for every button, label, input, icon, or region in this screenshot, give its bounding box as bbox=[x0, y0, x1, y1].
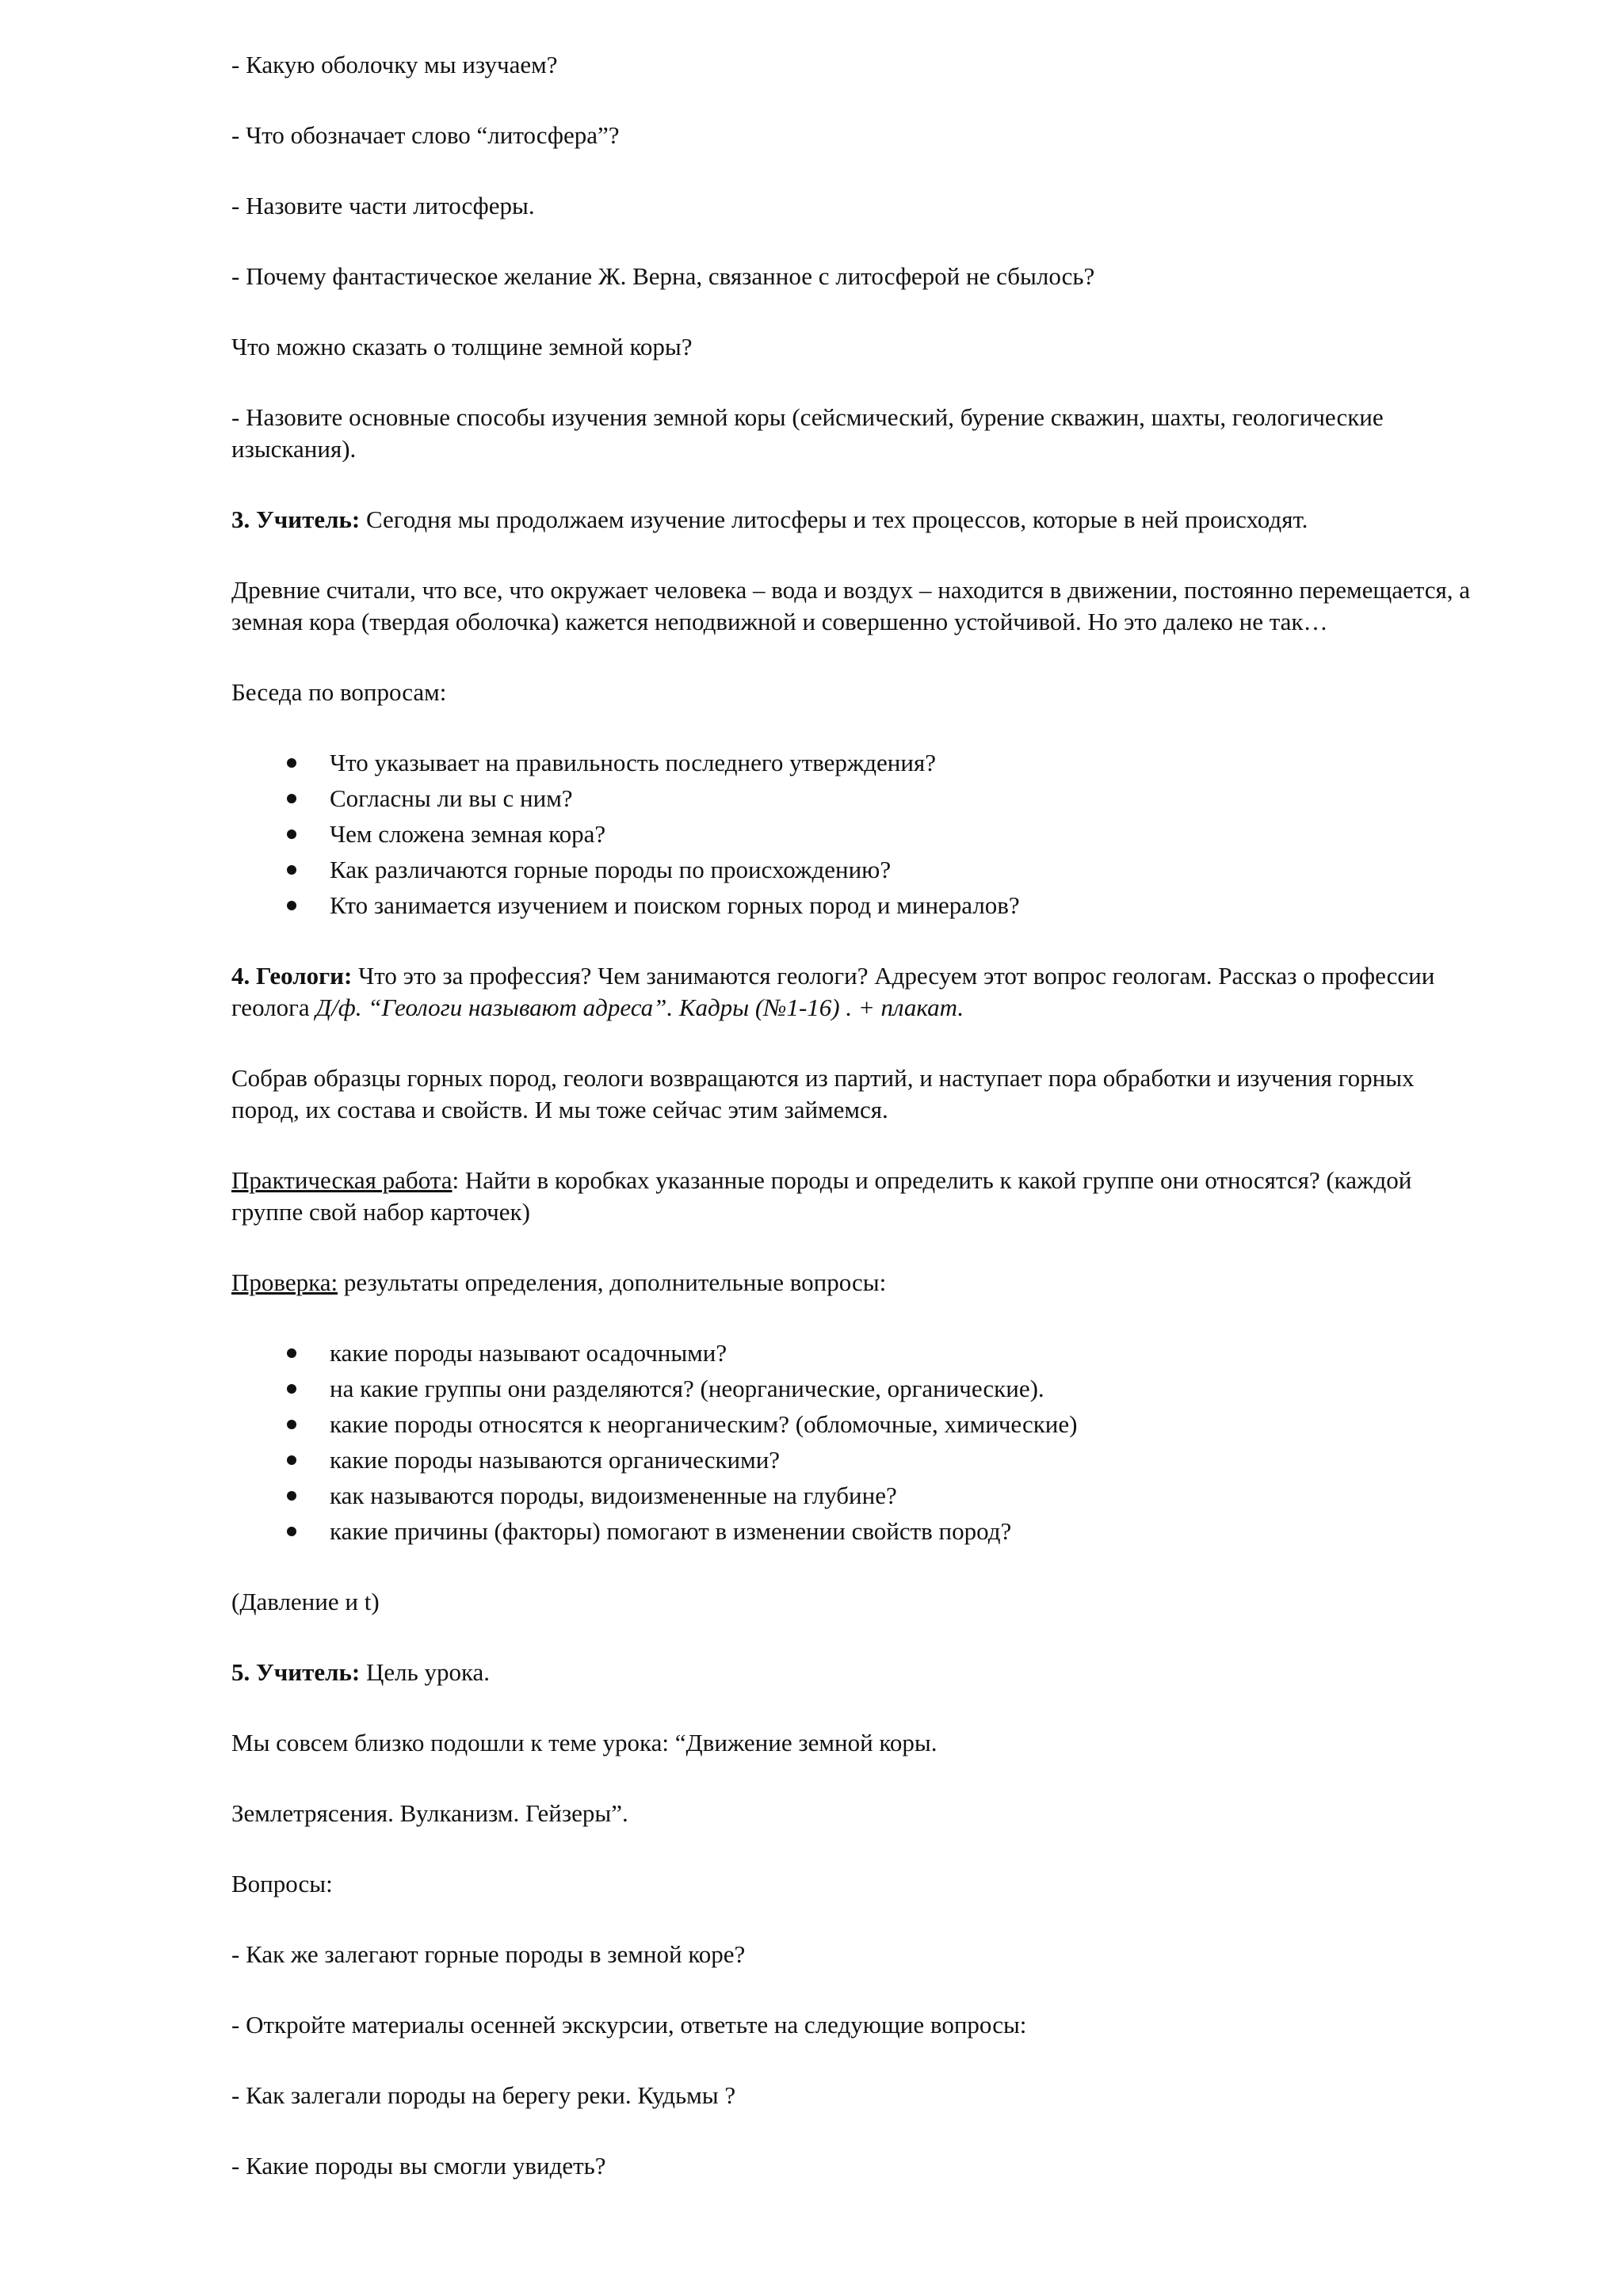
check-text: результаты определения, дополнительные вопросы: bbox=[338, 1268, 887, 1296]
list-item-text: Что указывает на правильность последнего утверждения? bbox=[330, 749, 937, 776]
list-item-text: Кто занимается изучением и поиском горных пород и минералов? bbox=[330, 891, 1020, 919]
list-item-text: Чем сложена земная кора? bbox=[330, 820, 606, 848]
question-rocks-seen: - Какие породы вы смогли увидеть? bbox=[231, 2152, 606, 2180]
list-item bbox=[231, 818, 1476, 850]
list-item bbox=[231, 890, 1476, 921]
list-item bbox=[231, 1480, 1476, 1512]
bullet-icon bbox=[287, 1420, 296, 1429]
conversation-intro: Беседа по вопросам: bbox=[231, 678, 447, 706]
bullet-icon bbox=[287, 1384, 296, 1394]
list-item-text: какие породы относятся к неорганическим? (обломочные, химические) bbox=[330, 1410, 1078, 1438]
question-verne: - Почему фантастическое желание Ж. Верна, связанное с литосферой не сбылось? bbox=[231, 262, 1095, 290]
section-5-text: Цель урока. bbox=[360, 1658, 491, 1686]
samples-paragraph: Собрав образцы горных пород, геологи возвращаются из партий, и наступает пора обработки и изучения горных пород, их состава и свойств. И мы тоже сейчас этим займемся. bbox=[231, 1064, 1415, 1123]
list-item bbox=[231, 1337, 1476, 1369]
list-item-text: Как различаются горные породы по происхождению? bbox=[330, 856, 892, 883]
list-item bbox=[231, 854, 1476, 886]
check-paragraph bbox=[231, 1267, 1476, 1299]
list-item-text: какие причины (факторы) помогают в изменении свойств пород? bbox=[330, 1517, 1012, 1545]
question-study-methods: - Назовите основные способы изучения земной коры (сейсмический, бурение скважин, шахты, геологические изыскания). bbox=[231, 403, 1384, 463]
section-3-label: 3. Учитель: bbox=[231, 505, 361, 533]
section-3-paragraph bbox=[231, 504, 1476, 536]
conversation-list bbox=[231, 747, 1476, 921]
list-item bbox=[231, 1444, 1476, 1476]
list-item-text: на какие группы они разделяются? (неорганические, органические). bbox=[330, 1375, 1044, 1402]
section-4-film-reference: Д/ф. “Геологи называют адреса”. Кадры (№1-16) . + плакат. bbox=[315, 994, 964, 1021]
list-item-text: Согласны ли вы с ним? bbox=[330, 784, 573, 812]
topic-line-2: Землетрясения. Вулканизм. Гейзеры”. bbox=[231, 1799, 628, 1827]
question-rock-bedding: - Как же залегают горные породы в земной коре? bbox=[231, 1940, 746, 1968]
document-body bbox=[231, 49, 1476, 2221]
bullet-icon bbox=[287, 830, 296, 839]
list-item-text: как называются породы, видоизмененные на глубине? bbox=[330, 1482, 897, 1509]
practical-paragraph bbox=[231, 1165, 1476, 1228]
practical-text: : Найти в коробках указанные породы и определить к какой группе они относятся? (каждой группе свой набор карточек) bbox=[231, 1166, 1412, 1226]
question-lithosphere-parts: - Назовите части литосферы. bbox=[231, 192, 535, 219]
bullet-icon bbox=[287, 794, 296, 803]
check-list bbox=[231, 1337, 1476, 1547]
section-4-text: Что это за профессия? Чем занимаются геологи? Адресуем этот вопрос геологам. Рассказ о профессии геолога bbox=[231, 962, 1435, 1021]
questions-label: Вопросы: bbox=[231, 1870, 333, 1897]
bullet-icon bbox=[287, 758, 296, 768]
bullet-icon bbox=[287, 901, 296, 910]
check-label: Проверка: bbox=[231, 1268, 338, 1296]
bullet-icon bbox=[287, 1455, 296, 1465]
question-excursion: - Откройте материалы осенней экскурсии, ответьте на следующие вопросы: bbox=[231, 2011, 1027, 2039]
list-item bbox=[231, 783, 1476, 814]
topic-line-1: Мы совсем близко подошли к теме урока: “Движение земной коры. bbox=[231, 1729, 938, 1756]
question-shell: - Какую оболочку мы изучаем? bbox=[231, 51, 558, 78]
bullet-icon bbox=[287, 865, 296, 875]
section-4-label: 4. Геологи: bbox=[231, 962, 353, 990]
question-crust-thickness: Что можно сказать о толщине земной коры? bbox=[231, 333, 693, 360]
list-item bbox=[231, 1516, 1476, 1547]
list-item-text: какие породы называют осадочными? bbox=[330, 1339, 727, 1367]
section-5-paragraph bbox=[231, 1657, 1476, 1688]
bullet-icon bbox=[287, 1527, 296, 1536]
section-4-paragraph bbox=[231, 960, 1476, 1024]
section-5-label: 5. Учитель: bbox=[231, 1658, 361, 1686]
list-item bbox=[231, 747, 1476, 779]
list-item bbox=[231, 1409, 1476, 1440]
pressure-note: (Давление и t) bbox=[231, 1588, 380, 1615]
question-kudma-river: - Как залегали породы на берегу реки. Кудьмы ? bbox=[231, 2081, 736, 2109]
list-item bbox=[231, 1373, 1476, 1405]
question-lithosphere-word: - Что обозначает слово “литосфера”? bbox=[231, 121, 620, 149]
list-item-text: какие породы называются органическими? bbox=[330, 1446, 781, 1474]
ancients-paragraph: Древние считали, что все, что окружает человека – вода и воздух – находится в движении, постоянно перемещается, а земная кора (твердая оболочка) кажется неподвижной и совершенно устойчивой. Но это далеко не так… bbox=[231, 576, 1470, 635]
bullet-icon bbox=[287, 1348, 296, 1358]
practical-label: Практическая работа bbox=[231, 1166, 453, 1194]
section-3-text: Сегодня мы продолжаем изучение литосферы и тех процессов, которые в ней происходят. bbox=[360, 505, 1308, 533]
bullet-icon bbox=[287, 1491, 296, 1501]
